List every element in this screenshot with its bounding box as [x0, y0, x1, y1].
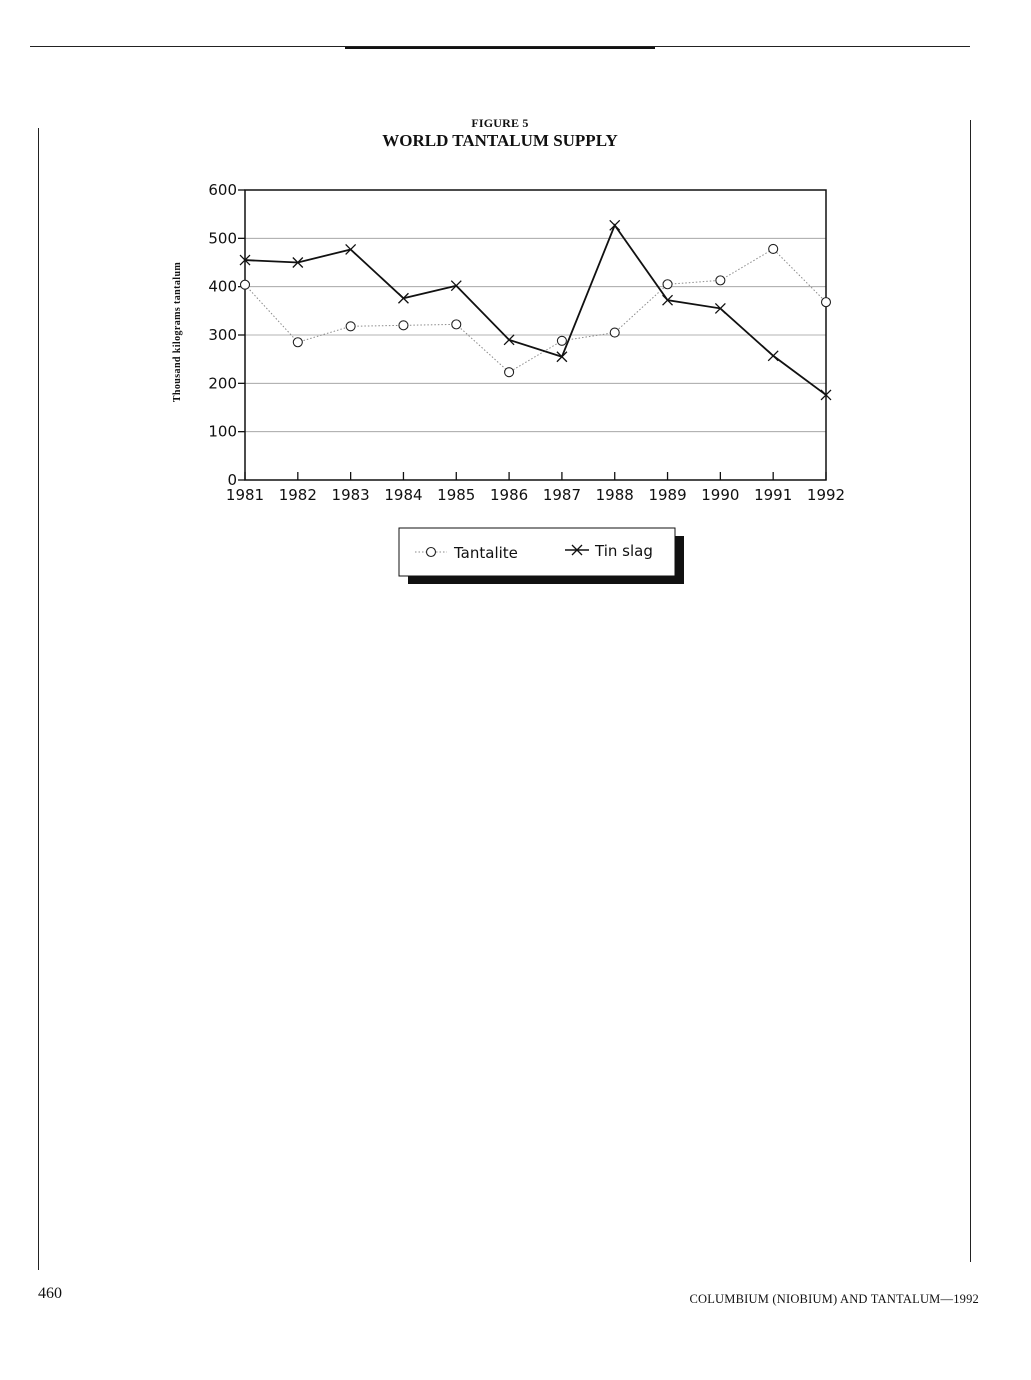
y-tick-label-300: 300 — [208, 326, 237, 344]
data-point-circle — [716, 276, 725, 285]
running-footer: COLUMBIUM (NIOBIUM) AND TANTALUM—1992 — [689, 1292, 979, 1306]
series-line-tantalite — [245, 249, 826, 372]
y-axis-label: Thousand kilograms tantalum — [172, 261, 183, 403]
x-tick-label-1984: 1984 — [384, 486, 423, 504]
data-point-circle — [505, 368, 514, 377]
y-tick-label-400: 400 — [208, 277, 237, 296]
data-point-circle — [452, 320, 461, 329]
series-tin-slag — [240, 220, 831, 400]
x-tick-label-1988: 1988 — [595, 486, 634, 504]
series-line-tin-slag — [245, 225, 826, 395]
x-tick-label-1987: 1987 — [542, 486, 582, 504]
gridlines — [245, 238, 826, 431]
data-point-circle — [399, 321, 408, 330]
x-tick-label-1990: 1990 — [701, 486, 740, 504]
page-number: 460 — [38, 1285, 62, 1302]
legend — [399, 528, 684, 584]
data-point-x — [504, 335, 514, 345]
data-point-circle — [663, 280, 672, 289]
data-point-x — [768, 351, 778, 361]
series-tantalite — [241, 244, 831, 376]
data-point-circle — [293, 338, 302, 347]
y-tick-label-500: 500 — [208, 229, 237, 248]
data-point-circle — [346, 322, 355, 331]
y-tick-label-100: 100 — [208, 422, 237, 441]
data-point-circle — [610, 328, 619, 337]
legend-marker-tantalite — [427, 548, 436, 557]
x-tick-label-1992: 1992 — [806, 486, 846, 504]
chart-title: WORLD TANTALUM SUPPLY — [382, 131, 618, 150]
x-tick-label-1982: 1982 — [278, 486, 317, 504]
y-tick-label-0: 0 — [227, 471, 237, 489]
data-point-x — [557, 352, 567, 362]
data-point-circle — [241, 280, 250, 289]
x-tick-label-1983: 1983 — [331, 486, 370, 504]
x-tick-label-1991: 1991 — [754, 486, 793, 504]
axes — [208, 181, 845, 504]
data-point-circle — [769, 244, 778, 253]
data-point-x — [610, 220, 620, 230]
legend-label-tantalite: Tantalite — [454, 544, 518, 562]
x-tick-label-1989: 1989 — [648, 486, 687, 504]
x-tick-label-1985: 1985 — [437, 486, 476, 504]
x-tick-label-1981: 1981 — [225, 486, 265, 504]
figure-label: FIGURE 5 — [471, 116, 529, 130]
data-point-circle — [557, 336, 566, 345]
x-tick-label-1986: 1986 — [489, 486, 529, 504]
legend-label-tin-slag: Tin slag — [595, 542, 653, 560]
data-point-circle — [822, 298, 831, 307]
y-tick-label-600: 600 — [208, 181, 237, 199]
series-layer — [240, 220, 831, 400]
y-tick-label-200: 200 — [208, 374, 237, 393]
